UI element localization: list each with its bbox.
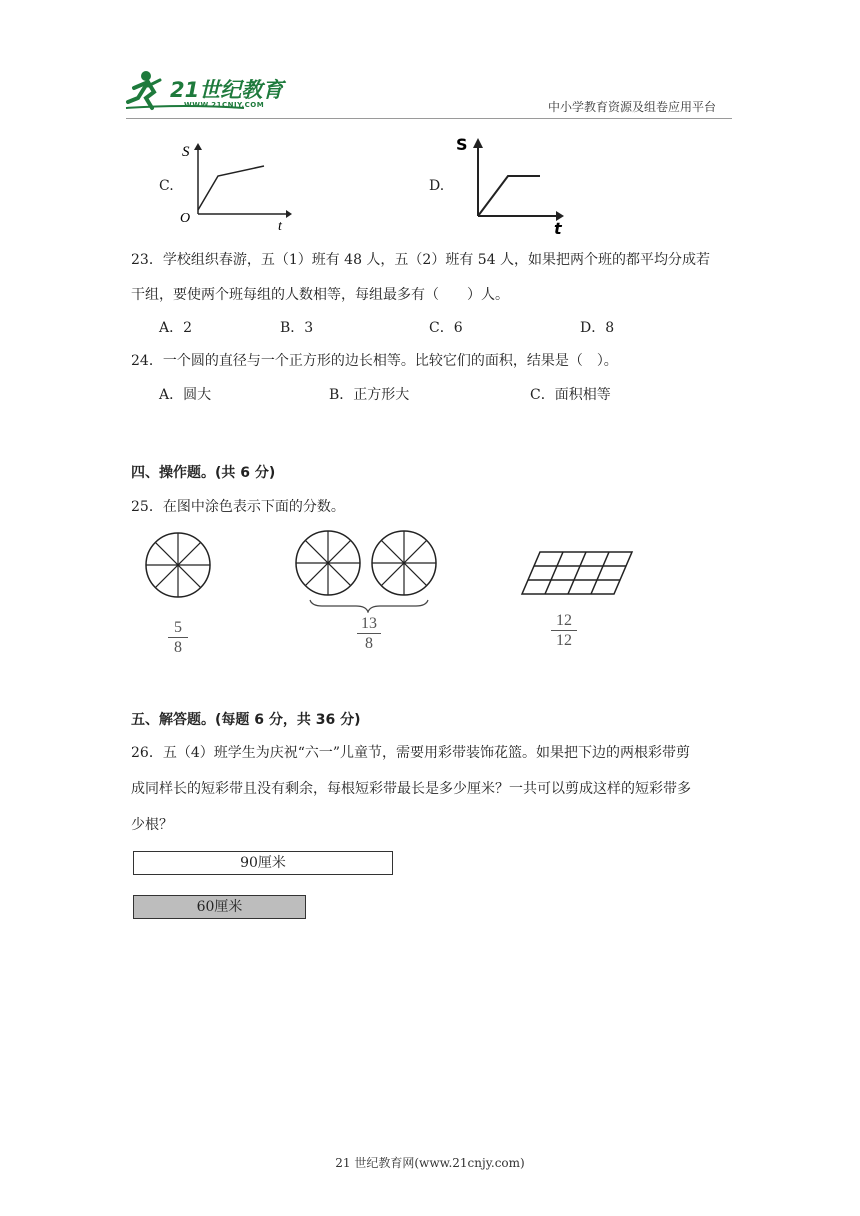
graph-c-s-label: S <box>182 144 190 160</box>
q23-option-a: A．2 <box>159 320 193 336</box>
fraction-12-12-num: 12 <box>556 612 572 629</box>
logo-url: WWW.21CNJY.COM <box>184 101 265 109</box>
circle-eighths-1 <box>146 533 210 597</box>
q23-line2: 干组，要使两个班每组的人数相等，每组最多有（ ）人。 <box>131 287 509 303</box>
option-d-label: D. <box>429 178 445 194</box>
fraction-bar <box>551 630 577 631</box>
circle-eighths-2 <box>296 531 360 595</box>
q23-line1: 23．学校组织春游，五（1）班有 48 人，五（2）班有 54 人，如果把两个班的都平均分成若 <box>131 252 711 268</box>
platform-name: 中小学教育资源及组卷应用平台 <box>548 100 717 114</box>
circle-eighths-3 <box>372 531 436 595</box>
ribbon-60cm: 60厘米 <box>133 895 306 919</box>
brace <box>310 600 428 612</box>
logo <box>124 68 294 114</box>
fraction-13-8 <box>357 615 381 652</box>
section-4-title: 四、操作题。(共 6 分) <box>131 465 276 481</box>
q26-line1: 26．五（4）班学生为庆祝“六一”儿童节，需要用彩带装饰花篮。如果把下边的两根彩带剪 <box>131 745 691 761</box>
fraction-5-8-den: 8 <box>174 639 182 656</box>
fraction-5-8 <box>168 619 188 656</box>
fraction-bar <box>357 633 381 634</box>
parallelogram-grid <box>522 552 632 594</box>
graph-d-t-label: t <box>554 219 562 237</box>
fraction-12-12 <box>551 612 577 649</box>
q23-option-c: C．6 <box>429 320 463 336</box>
q24-stem: 24．一个圆的直径与一个正方形的边长相等。比较它们的面积，结果是（ ）。 <box>131 353 618 369</box>
fraction-5-8-num: 5 <box>174 619 182 636</box>
ribbon-90cm: 90厘米 <box>133 851 393 875</box>
logo-text: 21世纪教育 <box>170 78 284 102</box>
fraction-12-12-den: 12 <box>556 632 572 649</box>
graph-c-o-label: O <box>180 211 191 226</box>
fraction-13-8-den: 8 <box>365 635 373 652</box>
q23-option-b: B．3 <box>280 320 314 336</box>
section-5-title: 五、解答题。(每题 6 分，共 36 分) <box>131 712 361 728</box>
fraction-bar <box>168 637 188 638</box>
header-divider <box>126 118 732 119</box>
q23-option-d: D．8 <box>580 320 615 336</box>
footer-text: 21 世纪教育网(www.21cnjy.com) <box>335 1156 525 1170</box>
graph-c <box>178 138 293 233</box>
option-c-label: C. <box>159 178 174 194</box>
q24-option-c: C．面积相等 <box>530 387 611 403</box>
graph-c-t-label: t <box>278 219 282 233</box>
graph-d <box>452 132 567 237</box>
q25-stem: 25．在图中涂色表示下面的分数。 <box>131 499 345 515</box>
graph-d-s-label: S <box>456 135 468 154</box>
q26-line2: 成同样长的短彩带且没有剩余，每根短彩带最长是多少厘米？一共可以剪成这样的短彩带多 <box>131 781 691 797</box>
fraction-13-8-num: 13 <box>361 615 377 632</box>
q24-option-a: A．圆大 <box>159 387 212 403</box>
q26-line3: 少根？ <box>131 817 173 833</box>
q24-option-b: B．正方形大 <box>329 387 410 403</box>
q25-figures <box>130 528 650 613</box>
